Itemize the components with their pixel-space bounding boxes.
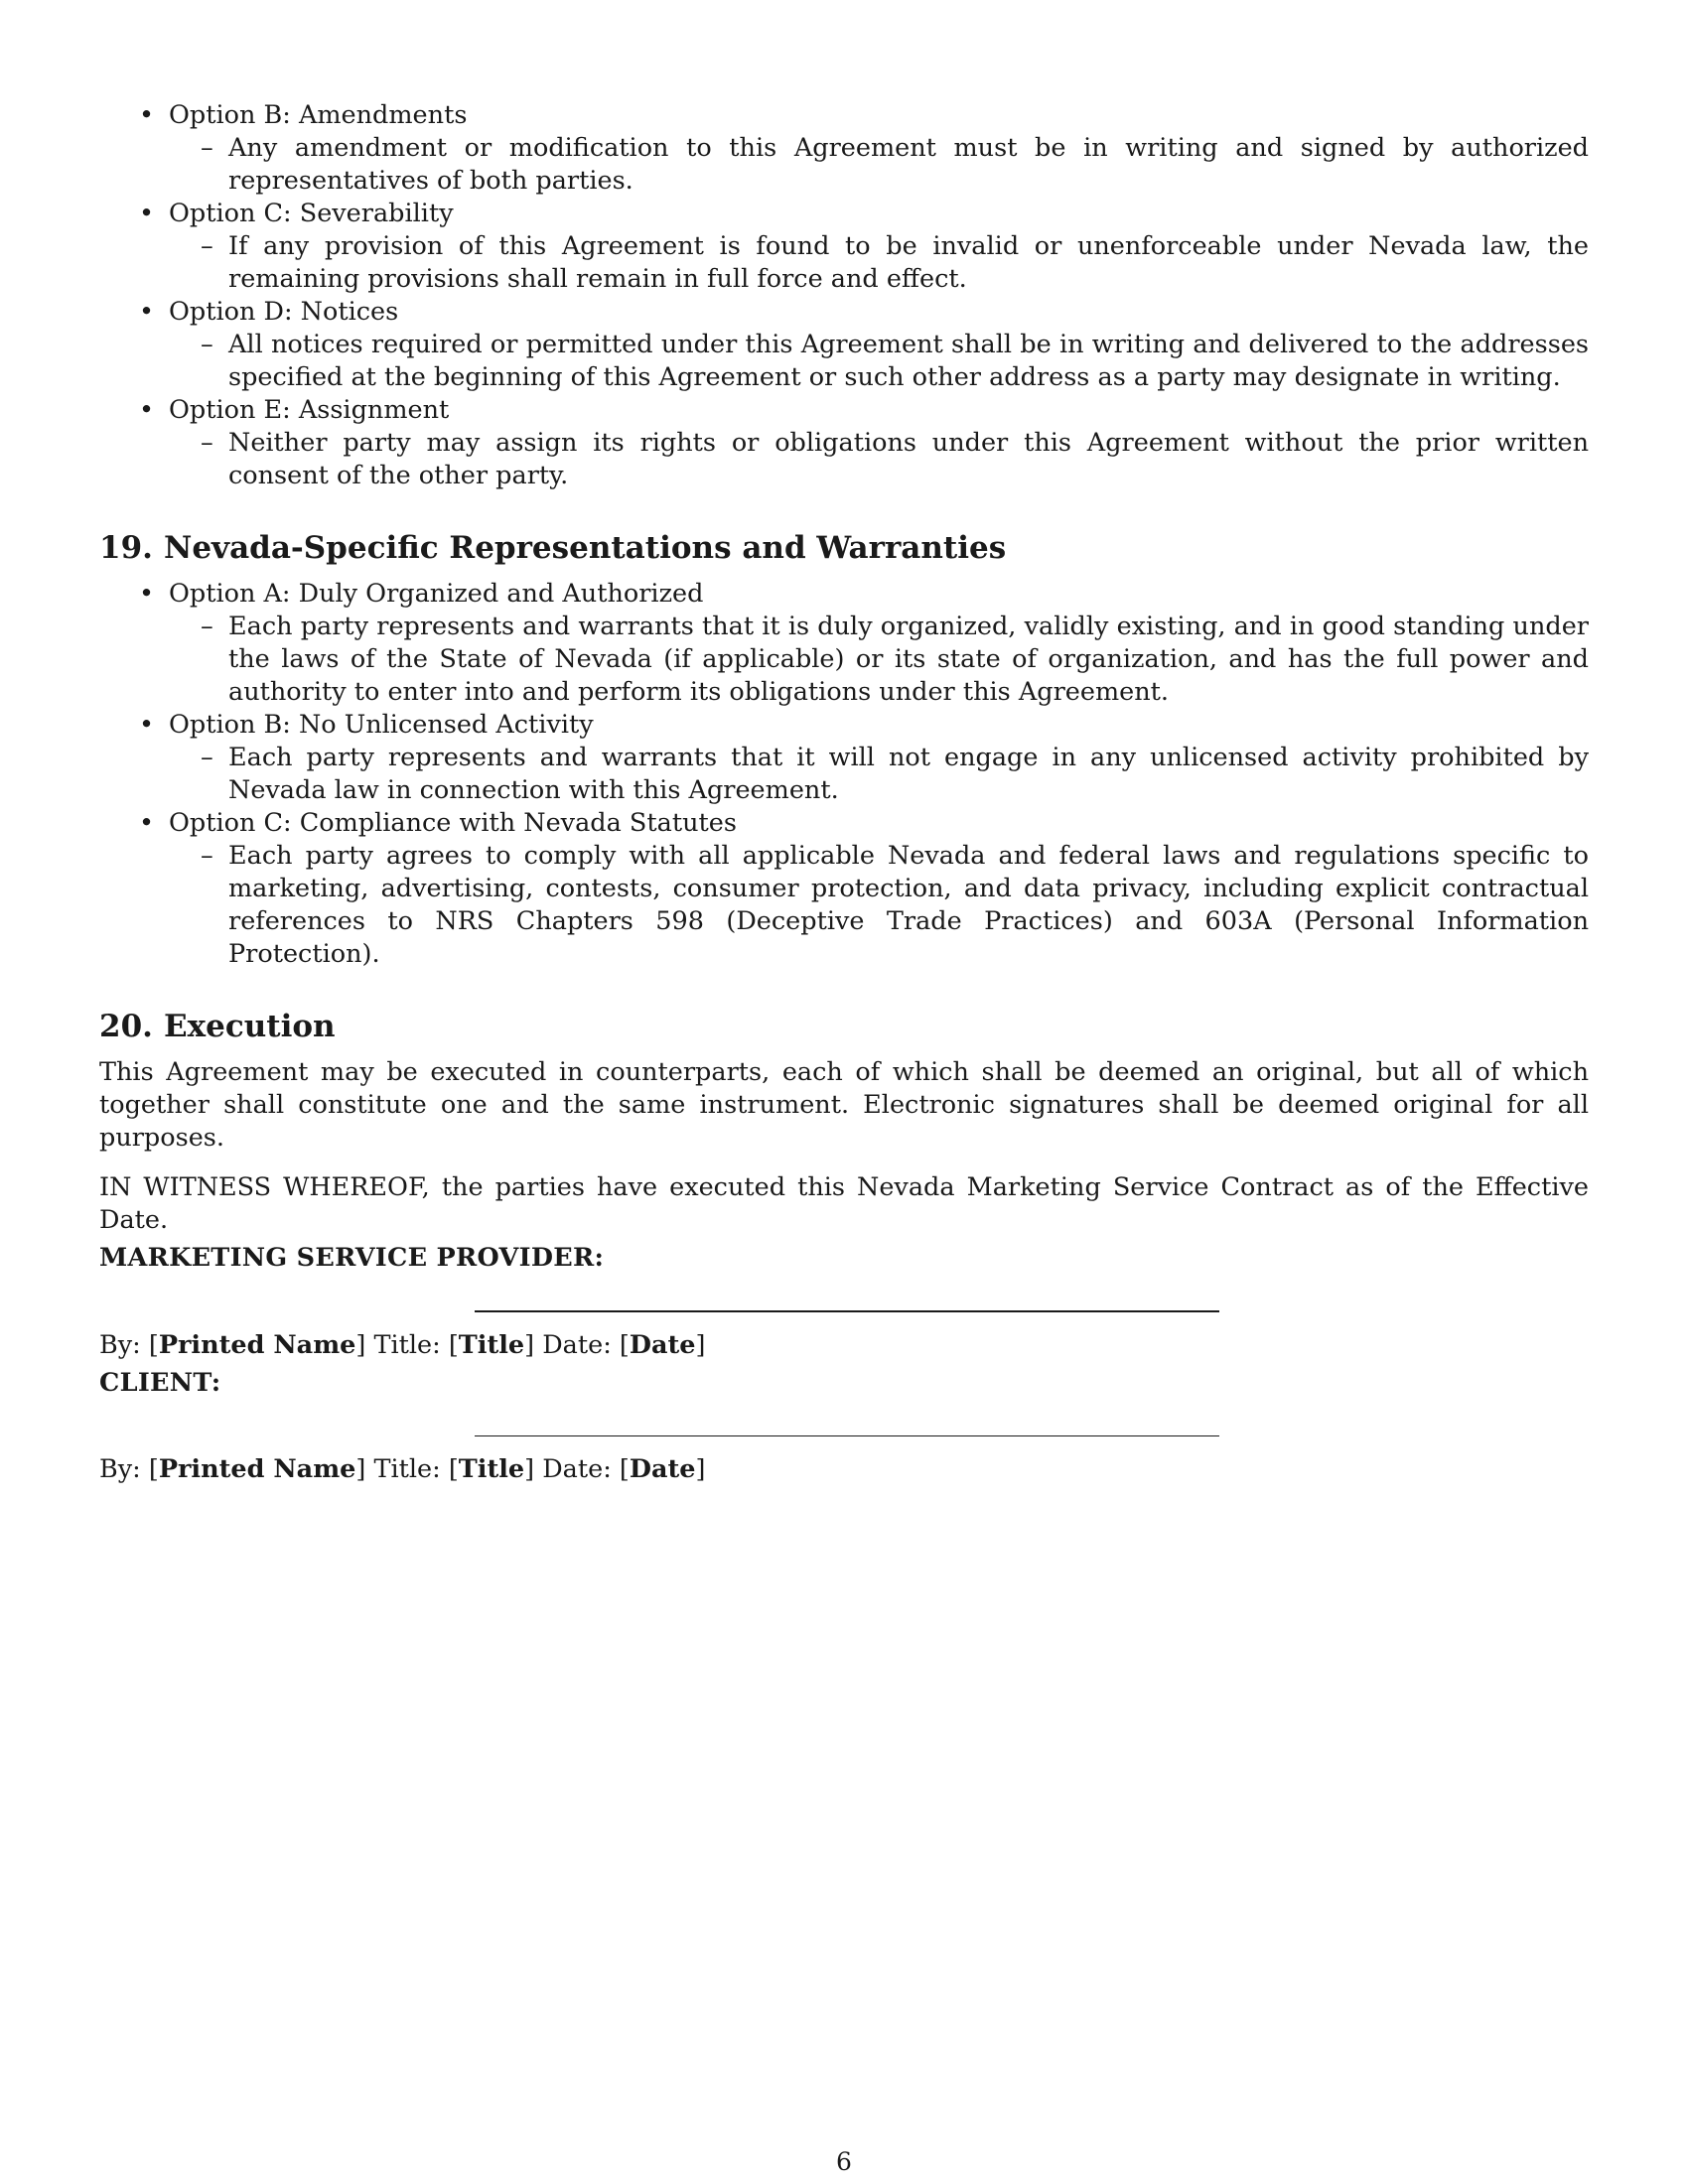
- client-signature-line[interactable]: [475, 1420, 1219, 1436]
- section-title: Nevada-Specific Representations and Warranties: [164, 530, 1007, 566]
- option-text: – If any provision of this Agreement is found to be invalid or unenforceable under Nevada law, the remaining provisions shall remain in full force and effect.: [169, 230, 1589, 296]
- title-label: Title:: [373, 1330, 441, 1360]
- list-item: [99, 394, 1589, 492]
- section-20-heading: [99, 1007, 1589, 1046]
- date-field: Date: [629, 1454, 696, 1484]
- options-list-top: [99, 99, 1589, 492]
- by-label: By:: [99, 1454, 141, 1484]
- list-item: [99, 709, 1589, 807]
- option-text: – Each party agrees to comply with all applicable Nevada and federal laws and regulations specific to marketing, advertising, contests, consumer protection, and data privacy, including explicit contractual references to NRS Chapters 598 (Deceptive Trade Practices) and 603A (Personal Information Protection).: [169, 840, 1589, 971]
- section-number: 20.: [99, 1009, 153, 1044]
- section-19-list: [99, 578, 1589, 971]
- list-item: [99, 198, 1589, 296]
- option-label: Option A: Duly Organized and Authorized: [169, 579, 704, 609]
- list-item: [99, 807, 1589, 971]
- provider-party-label: MARKETING SERVICE PROVIDER:: [99, 1243, 605, 1273]
- client-party-label: CLIENT:: [99, 1368, 221, 1398]
- option-label: Option C: Compliance with Nevada Statutes: [169, 808, 737, 838]
- page-number: 6: [836, 2147, 852, 2176]
- option-label: Option D: Notices: [169, 297, 399, 327]
- list-item: [99, 296, 1589, 394]
- list-item: [99, 99, 1589, 198]
- option-text: – Each party represents and warrants that it will not engage in any unlicensed activity prohibited by Nevada law in connection with this Agreement.: [169, 742, 1589, 807]
- list-item: [99, 578, 1589, 709]
- date-label: Date:: [542, 1330, 612, 1360]
- title-field: Title: [458, 1454, 525, 1484]
- date-label: Date:: [542, 1454, 612, 1484]
- section-title: Execution: [164, 1009, 336, 1044]
- printed-name-field: Printed Name: [158, 1454, 356, 1484]
- printed-name-field: Printed Name: [158, 1330, 356, 1360]
- option-text: – Each party represents and warrants that it is duly organized, validly existing, and in good standing under the laws of the State of Nevada (if applicable) or its state of organization, and has the full power and authority to enter into and perform its obligations under this Agreement.: [169, 611, 1589, 709]
- witness-paragraph: IN WITNESS WHEREOF, the parties have executed this Nevada Marketing Service Contract as of the Effective Date.: [99, 1172, 1589, 1235]
- date-field: Date: [629, 1330, 696, 1360]
- option-label: Option C: Severability: [169, 199, 454, 228]
- execution-paragraph: This Agreement may be executed in counterparts, each of which shall be deemed an original, but all of which together shall constitute one and the same instrument. Electronic signatures shall be deemed original for all purposes.: [99, 1057, 1589, 1153]
- option-label: Option B: No Unlicensed Activity: [169, 710, 594, 740]
- by-label: By:: [99, 1330, 141, 1360]
- document-page: [99, 99, 1589, 1486]
- section-19-heading: [99, 528, 1589, 568]
- section-number: 19.: [99, 530, 153, 566]
- option-text: – All notices required or permitted under this Agreement shall be in writing and delivered to the addresses specified at the beginning of this Agreement or such other address as a party may designate in writing.: [169, 329, 1589, 394]
- provider-signature-details: By: [Printed Name] Title: [Title] Date: [Date]: [99, 1330, 706, 1360]
- option-text: – Neither party may assign its rights or obligations under this Agreement without the prior written consent of the other party.: [169, 427, 1589, 492]
- option-label: Option B: Amendments: [169, 100, 468, 130]
- title-field: Title: [458, 1330, 525, 1360]
- option-label: Option E: Assignment: [169, 395, 450, 425]
- option-text: – Any amendment or modification to this Agreement must be in writing and signed by authorized representatives of both parties.: [169, 132, 1589, 198]
- title-label: Title:: [373, 1454, 441, 1484]
- client-signature-details: By: [Printed Name] Title: [Title] Date: [Date]: [99, 1454, 706, 1484]
- provider-signature-line[interactable]: [475, 1295, 1219, 1312]
